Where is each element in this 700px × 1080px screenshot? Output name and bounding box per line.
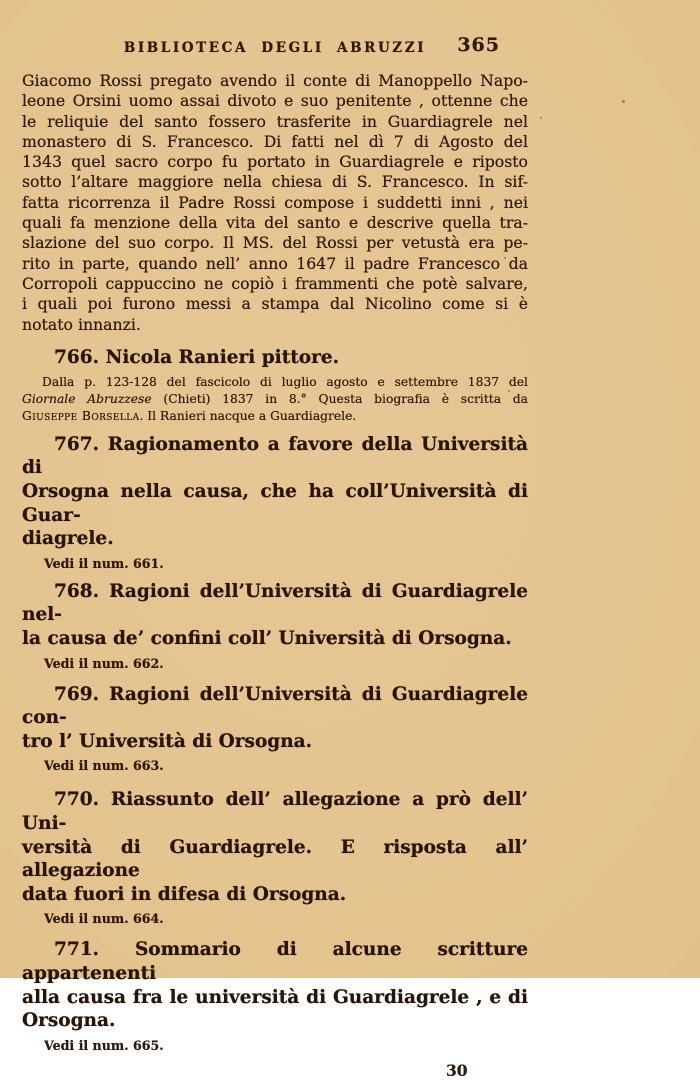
entry-768-heading <box>22 580 528 651</box>
running-head-title: BIBLIOTECA DEGLI ABRUZZI <box>123 40 427 56</box>
entry-heading-line: Orsogna nella causa, che ha coll’Università di Guar- <box>22 481 528 526</box>
intro-paragraph <box>22 71 528 335</box>
ink-speck <box>540 117 542 119</box>
text-column <box>22 36 528 1080</box>
ink-speck <box>622 100 625 103</box>
running-head <box>22 36 528 58</box>
author-name: Giuseppe Borsella <box>22 409 140 424</box>
text-line: leone Orsini uomo assai divoto e suo penitente , ottenne che <box>22 91 528 111</box>
entry-heading-line: data fuori in difesa di Orsogna. <box>22 883 347 905</box>
entry-768-reference: Vedi il num. 662. <box>44 655 164 671</box>
text-line: le reliquie del santo fossero trasferite in Guardiagrele nel <box>22 111 528 131</box>
entry-770-reference: Vedi il num. 664. <box>44 911 164 927</box>
entry-771-heading <box>22 938 528 1032</box>
text-line: rito in parte, quando nell’ anno 1647 il padre Francesco da <box>22 253 528 273</box>
entry-770-heading <box>22 788 528 906</box>
note-text: . Il Ranieri nacque a Guardiagrele. <box>139 409 357 424</box>
journal-title: Giornale Abruzzese <box>22 392 152 407</box>
text-line: monastero di S. Francesco. Di fatti nel dì 7 di Agosto del <box>22 131 528 151</box>
entry-767-heading <box>22 433 528 551</box>
entry-771-reference: Vedi il num. 665. <box>44 1037 164 1053</box>
text-line: Giacomo Rossi pregato avendo il conte di Manoppello Napo- <box>22 71 528 90</box>
entry-heading-line: 771. Sommario di alcune scritture appartenenti <box>22 939 528 984</box>
entry-heading-line: la causa de’ confini coll’ Università di Orsogna. <box>22 628 512 649</box>
entry-769-heading <box>22 683 528 754</box>
text-line: notato innanzi. <box>22 314 141 334</box>
entry-heading-line: 769. Ragioni dell’Università di Guardiagrele con- <box>22 683 528 729</box>
note-line: Dalla p. 123-128 del fascicolo di luglio agosto e settembre 1837 del <box>42 375 528 390</box>
entry-heading-line: alla causa fra le università di Guardiagrele , e di <box>22 986 528 1008</box>
entry-heading-line: versità di Guardiagrele. E risposta all’ allegazione <box>22 836 528 882</box>
note-line <box>22 391 528 408</box>
entry-767-reference: Vedi il num. 661. <box>44 555 164 571</box>
entry-766-heading <box>22 346 528 370</box>
entry-heading-line: tro l’ Università di Orsogna. <box>22 730 313 752</box>
text-line: quali fa menzione della vita del santo e descrive quella tra- <box>22 213 528 233</box>
text-line: slazione del suo corpo. Il MS. del Rossi per vetustà era pe- <box>22 233 528 253</box>
note-line <box>22 408 528 425</box>
entry-heading-line: diagrele. <box>22 528 114 550</box>
entry-heading-line: 767. Ragionamento a favore della Università di <box>22 433 528 479</box>
signature-mark: 30 <box>446 1060 468 1080</box>
text-line: i quali poi furono messi a stampa dal Nicolino come si è <box>22 294 528 314</box>
text-line: sotto l’altare maggiore nella chiesa di S. Francesco. In sif- <box>22 172 528 192</box>
entry-heading-line: 766. Nicola Ranieri pittore. <box>54 346 340 368</box>
note-text: (Chieti) 1837 in 8.° Questa biografia è scritta da <box>151 392 529 407</box>
entry-heading-line: 768. Ragioni dell’Università di Guardiagrele nel- <box>22 580 528 626</box>
text-line: 1343 quel sacro corpo fu portato in Guardiagrele e riposto <box>22 152 528 172</box>
text-line: Corropoli cappuccino ne copiò i frammenti che potè salvare, <box>22 273 528 293</box>
page-number: 365 <box>457 34 500 56</box>
entry-769-reference: Vedi il num. 663. <box>44 758 164 774</box>
text-line: fatta ricorrenza il Padre Rossi compose i suddetti inni , nei <box>22 192 528 212</box>
entry-heading-line: Orsogna. <box>22 1010 116 1032</box>
entry-heading-line: 770. Riassunto dell’ allegazione a prò dell’ Uni- <box>22 789 528 834</box>
entry-766-note <box>22 374 528 424</box>
